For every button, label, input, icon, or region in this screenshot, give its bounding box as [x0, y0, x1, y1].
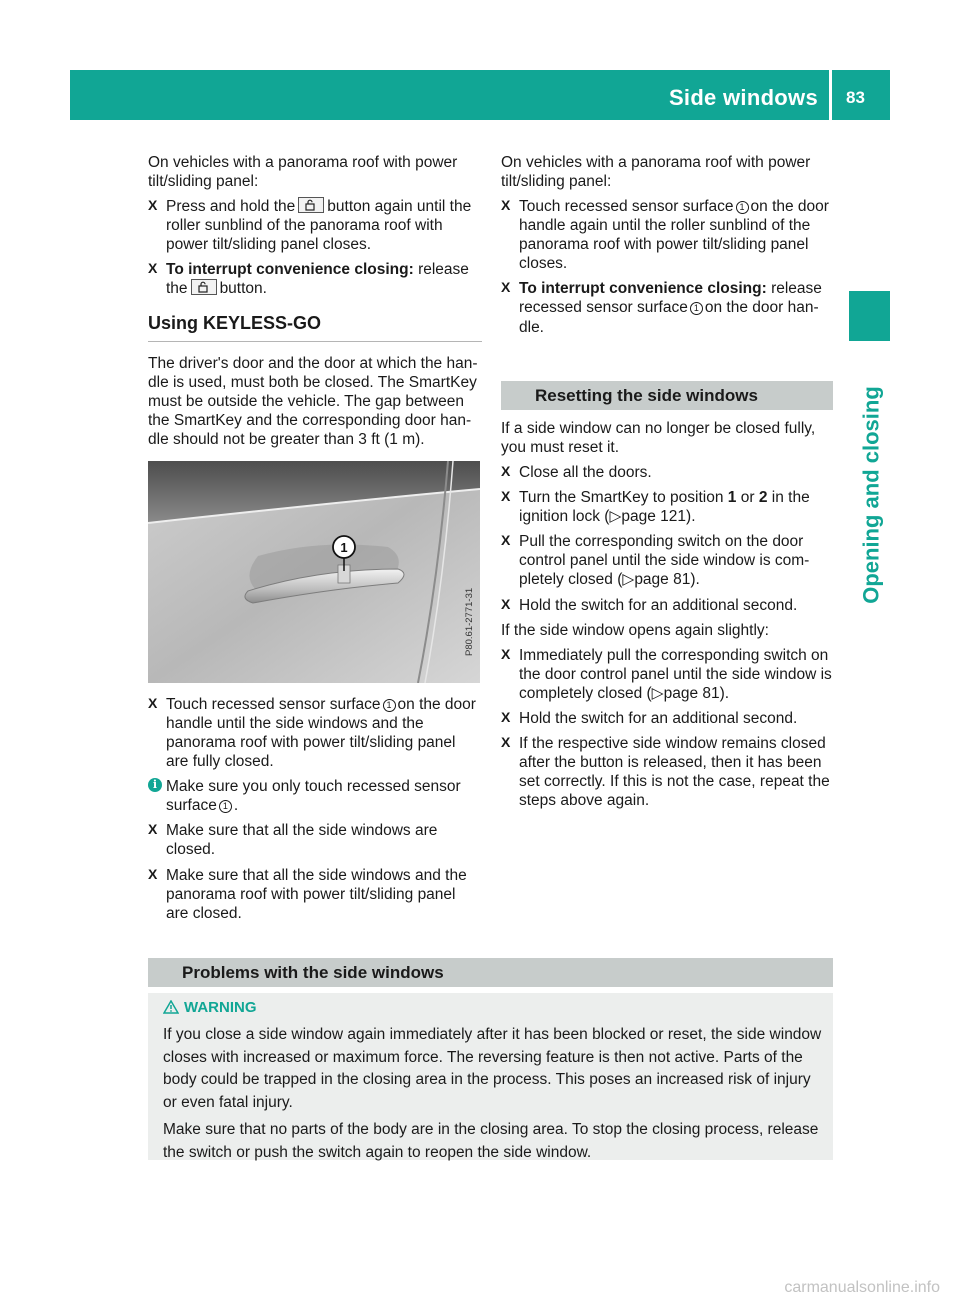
step-text: button. [219, 280, 267, 298]
chapter-label-text: Opening and closing [858, 386, 884, 604]
photo-code: P80.61-2771-31 [464, 587, 475, 656]
callout-1-icon: 1 [736, 201, 749, 214]
right-column-top [501, 153, 833, 343]
reset-step-hold-switch-2 [501, 709, 833, 728]
step-text: on the door handle again until the roller sunblind of the panorama roof with power tilt/sliding panel closes. [519, 198, 829, 273]
left-step-press-hold [148, 197, 482, 254]
step-arrow: X [501, 595, 511, 612]
step-text: release the [166, 261, 469, 298]
step-arrow: X [501, 279, 511, 296]
position-2: 2 [758, 489, 768, 507]
door-handle-photo [148, 461, 480, 683]
resetting-para: If a side window can no longer be closed fully, you must reset it. [501, 420, 816, 457]
step-text: in the ignition lock ( [519, 489, 810, 526]
callout-1-icon: 1 [690, 302, 703, 315]
warning-label: WARNING [184, 999, 257, 1016]
left-column-top [148, 153, 482, 455]
step-text: Hold the switch for an additional second. [519, 709, 798, 727]
warning-title [163, 999, 257, 1019]
key-button-icon [298, 197, 324, 213]
left-step-touch-sensor [148, 695, 482, 771]
warning-text [163, 1024, 828, 1169]
step-text: release recessed sensor surface [519, 280, 822, 317]
left-step-windows-roof-closed [148, 866, 482, 923]
left-step-windows-closed [148, 821, 482, 859]
step-text: Make sure that all the side windows are closed. [166, 822, 438, 859]
step-text: button again until the roller sunblind of the panorama roof with power tilt/sliding panel closes. [166, 198, 472, 254]
step-arrow: X [501, 733, 511, 750]
reset-step-hold-switch [501, 596, 833, 615]
page-ref-arrow-icon: ▷ [609, 508, 622, 526]
step-text: or [740, 489, 755, 507]
step-text: Hold the switch for an additional second. [519, 596, 798, 614]
callout-1-icon: 1 [219, 800, 232, 813]
warning-para-1: If you close a side window again immediately after it has been blocked or reset, the side window closes with increased or maximum force. The reversing feature is then not active. Parts of the body could be trapped in the closing area in the process. This poses an increased risk of injury or even fatal injury. [163, 1026, 822, 1111]
step-arrow: X [148, 865, 158, 882]
step-text: Turn the SmartKey to position [519, 489, 724, 507]
step-arrow: X [148, 821, 158, 838]
right-intro: On vehicles with a panorama roof with power tilt/sliding panel: [501, 154, 811, 191]
step-text: Pull the corresponding switch on the door control panel until the side window is com-pletely closed ( [519, 533, 810, 589]
warning-para-2: Make sure that no parts of the body are in the closing area. To stop the closing process, release the switch or push the switch again to reopen the side window. [163, 1121, 819, 1161]
page-number: 83 [846, 88, 865, 107]
step-text: Touch recessed sensor surface [519, 198, 734, 216]
problems-heading-bar [148, 958, 833, 987]
page-ref-arrow-icon: ▷ [651, 684, 664, 702]
step-arrow: X [148, 695, 158, 711]
warning-box [148, 993, 833, 1160]
step-arrow: X [501, 532, 511, 549]
step-arrow: X [501, 488, 511, 505]
resetting-heading: Resetting the side windows [535, 386, 758, 405]
left-intro: On vehicles with a panorama roof with power tilt/sliding panel: [148, 154, 458, 191]
left-step-interrupt [148, 260, 482, 298]
header-separator [829, 70, 832, 120]
info-text: . [233, 797, 239, 815]
reopen-para: If the side window opens again slightly: [501, 621, 769, 639]
step-arrow: X [501, 463, 511, 480]
step-arrow: X [148, 197, 158, 214]
step-text: Touch recessed sensor surface [166, 696, 381, 713]
page-ref-arrow-icon: ▷ [622, 571, 635, 589]
step-arrow: X [501, 197, 511, 214]
page-ref-link[interactable]: page 81). [634, 571, 700, 589]
page-title: Side windows [668, 85, 818, 110]
photo-callout-number: 1 [340, 540, 348, 555]
step-text: If the respective side window remains closed after the button is released, then it has been set correctly. If this is not the case, repeat the steps above again. [519, 734, 830, 810]
reset-step-close-doors [501, 463, 833, 482]
page-ref-link[interactable]: page 81). [663, 684, 730, 702]
resetting-heading-bar [501, 381, 833, 410]
callout-1-icon: 1 [383, 699, 396, 712]
left-column-bottom [148, 695, 482, 929]
key-button-icon [191, 279, 217, 295]
keyless-go-heading: Using KEYLESS-GO [148, 312, 482, 341]
right-step-interrupt [501, 279, 833, 336]
problems-heading: Problems with the side windows [182, 963, 444, 982]
step-text: on the door handle until the side windows and the panorama roof with power tilt/sliding panel are fully closed. [166, 696, 476, 771]
step-text: Make sure that all the side windows and the panorama roof with power tilt/sliding panel are closed. [166, 866, 467, 922]
step-arrow: X [148, 260, 158, 277]
step-bold: To interrupt convenience closing: [519, 280, 767, 298]
right-step-touch-sensor [501, 197, 833, 273]
watermark: carmanualsonline.info [784, 1279, 940, 1296]
resetting-section [501, 381, 833, 816]
info-note [148, 777, 482, 815]
reset-step-immediately-pull [501, 646, 833, 703]
step-arrow: X [501, 645, 511, 662]
step-text: Immediately pull the corresponding switch on the door control panel until the side window is completely closed ( [519, 646, 832, 702]
problems-section [148, 958, 833, 987]
reset-step-pull-switch [501, 532, 833, 589]
step-arrow: X [501, 708, 511, 725]
chapter-tab-marker [849, 291, 890, 341]
warning-triangle-icon [163, 1000, 179, 1019]
step-text: Close all the doors. [519, 464, 652, 482]
step-bold: To interrupt convenience closing: [166, 261, 414, 279]
reset-step-respective [501, 734, 833, 810]
page-ref-link[interactable]: page 121). [621, 508, 696, 526]
step-text: Press and hold the [166, 198, 296, 216]
keyless-go-paragraph: The driver's door and the door at which the han-dle is used, must both be closed. The SmartKey must be outside the vehicle. The gap between the SmartKey and the corresponding door han-dle should not be greater than 3 ft (1 m). [148, 354, 478, 448]
step-text: on the door han-dle. [519, 299, 819, 336]
info-icon: i [148, 778, 162, 792]
info-text: Make sure you only touch recessed sensor surface [166, 778, 461, 815]
chapter-label [851, 375, 891, 615]
reset-step-turn-key [501, 488, 833, 526]
position-1: 1 [727, 489, 737, 507]
